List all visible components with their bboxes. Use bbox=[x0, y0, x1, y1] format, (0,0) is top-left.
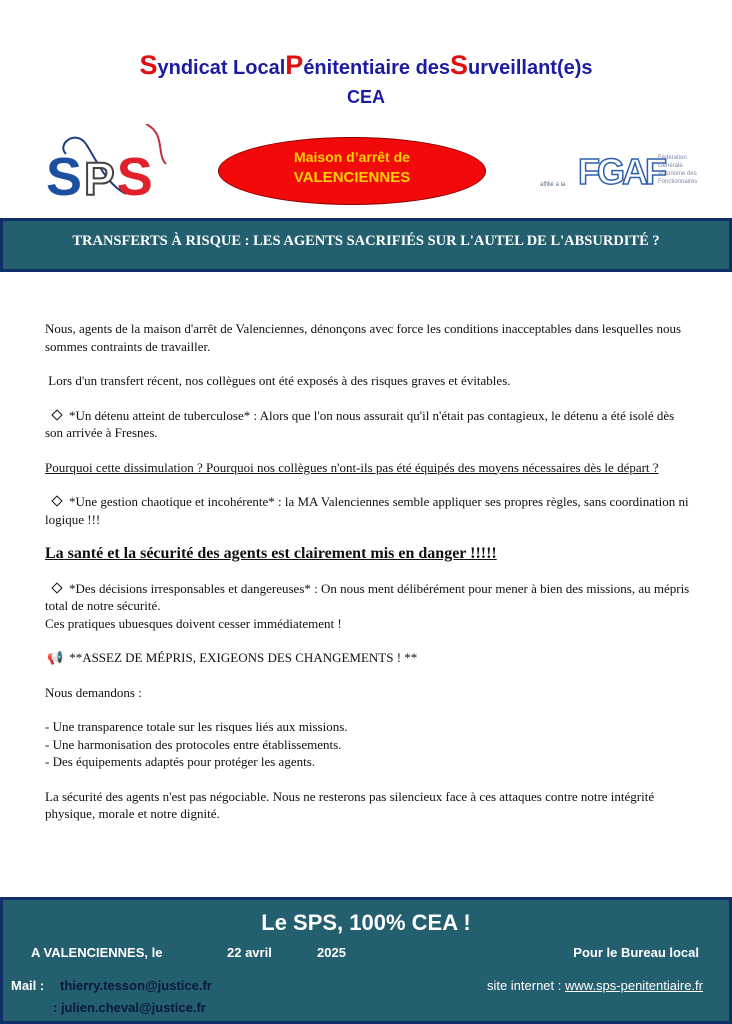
diamond-bullet-icon bbox=[51, 495, 62, 506]
website-link[interactable]: www.sps-penitentiaire.fr bbox=[565, 978, 703, 993]
fgaf-affiliation: affilié à la bbox=[540, 182, 566, 188]
establishment-line2: VALENCIENNES bbox=[293, 169, 411, 186]
union-title bbox=[0, 50, 732, 81]
fgaf-full-name: Fédération Générale Autonome des Fonctionnaires bbox=[658, 155, 698, 185]
point-decisions bbox=[45, 580, 695, 615]
call-text: **ASSEZ DE MÉPRIS, EXIGEONS DES CHANGEMENTS ! ** bbox=[69, 650, 418, 665]
diamond-bullet-icon bbox=[51, 582, 62, 593]
headline: TRANSFERTS À RISQUE : LES AGENTS SACRIFIÉS SUR L'AUTEL DE L'ABSURDITÉ ? bbox=[72, 233, 660, 249]
demands-title: Nous demandons : bbox=[45, 684, 142, 700]
diamond-bullet-icon bbox=[51, 409, 62, 420]
intro-paragraph: Nous, agents de la maison d'arrêt de Valenciennes, dénonçons avec force les conditions inacceptables dans lesquelles nous sommes contraints de travailler. bbox=[45, 321, 682, 354]
title-initial: S bbox=[450, 50, 469, 80]
demand-item: - Une harmonisation des protocoles entre établissements. bbox=[45, 736, 342, 752]
demand-item: - Des équipements adaptés pour protéger les agents. bbox=[45, 754, 316, 769]
demand-item: - Une transparence totale sur les risques liés aux missions. bbox=[45, 719, 348, 734]
point-decisions-followup: Ces pratiques ubuesques doivent cesser immédiatement ! bbox=[45, 615, 342, 631]
conclusion-paragraph: La sécurité des agents n'est pas négociable. Nous ne resterons pas silencieux face à ces attaques contre notre intégrité physique, morale et notre dignité. bbox=[45, 788, 661, 821]
letter-body bbox=[45, 320, 695, 823]
title-part: urveillant(e)s bbox=[468, 57, 593, 79]
logo-letter: S bbox=[116, 147, 155, 207]
point-tuberculosis bbox=[45, 407, 695, 442]
place-label: A VALENCIENNES, le bbox=[31, 945, 163, 960]
establishment-badge bbox=[218, 137, 486, 205]
point-text: *Des décisions irresponsables et dangereuses* : On nous ment délibérément pour mener à bien des missions, au mépris total de notre sécurité. bbox=[45, 580, 690, 613]
site-label: site internet : bbox=[486, 978, 562, 993]
website bbox=[487, 978, 703, 993]
point-text: *Une gestion chaotique et incohérente* : la MA Valenciennes semble appliquer ses propres règles, sans coordination ni logique !!! bbox=[45, 494, 689, 527]
danger-statement: La santé et la sécurité des agents est clairement mis en danger !!!!! bbox=[45, 545, 497, 562]
establishment-line1: Maison d’arrêt de bbox=[294, 149, 410, 165]
email-link[interactable]: thierry.tesson@justice.fr bbox=[60, 978, 212, 993]
megaphone-icon: 📢 bbox=[47, 650, 64, 665]
fgaf-logo bbox=[540, 148, 700, 198]
headline-banner bbox=[0, 218, 732, 272]
sps-logo bbox=[46, 124, 206, 206]
logo-letter: P bbox=[84, 153, 117, 205]
footer-banner bbox=[0, 897, 732, 1024]
point-text: *Un détenu atteint de tuberculose* : Alors que l'on nous assurait qu'il n'était pas contagieux, le détenu a été isolé dès son arrivée à Fresnes. bbox=[45, 407, 675, 440]
email-link[interactable]: : julien.cheval@justice.fr bbox=[53, 1000, 206, 1015]
title-part: yndicat Local bbox=[157, 57, 286, 79]
point-management bbox=[45, 493, 695, 528]
date-year: 2025 bbox=[317, 945, 346, 960]
transfer-paragraph: Lors d'un transfert récent, nos collègues ont été exposés à des risques graves et évitables. bbox=[45, 373, 511, 388]
fgaf-mark: FGAF bbox=[578, 151, 664, 192]
title-initial: P bbox=[285, 50, 304, 80]
date-day: 22 avril bbox=[227, 945, 272, 960]
question-paragraph: Pourquoi cette dissimulation ? Pourquoi nos collègues n'ont-ils pas été équipés des moyens nécessaires dès le départ ? bbox=[45, 459, 659, 475]
sps-letters bbox=[46, 146, 155, 208]
slogan: Le SPS, 100% CEA ! bbox=[261, 910, 471, 935]
union-subtitle: CEA bbox=[346, 87, 385, 107]
signature: Pour le Bureau local bbox=[573, 945, 699, 960]
title-part: énitentiaire des bbox=[303, 57, 451, 79]
mail-label: Mail : bbox=[11, 978, 45, 993]
title-initial: S bbox=[139, 50, 158, 80]
logo-letter: S bbox=[46, 147, 85, 207]
call-to-action bbox=[45, 649, 695, 667]
